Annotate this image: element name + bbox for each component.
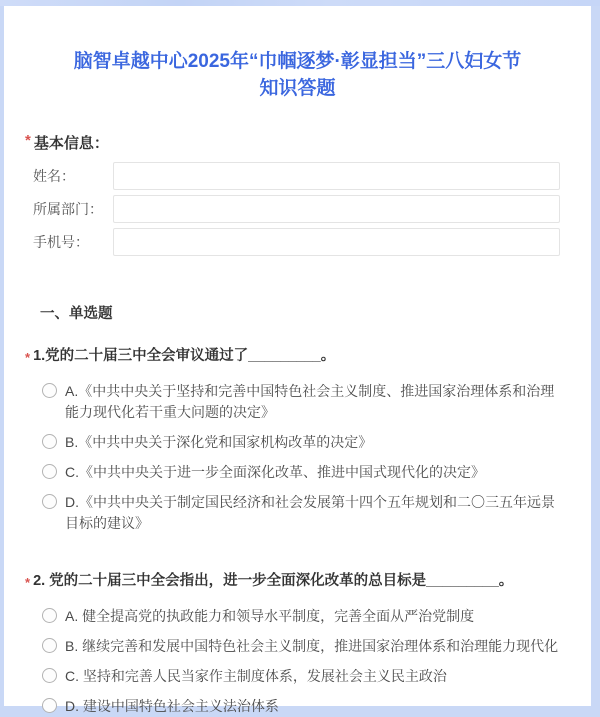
- question-1-options: [42, 381, 561, 534]
- radio-button-icon[interactable]: [42, 668, 57, 683]
- department-input[interactable]: [113, 195, 560, 223]
- option-label: D. 建设中国特色社会主义法治体系: [65, 698, 279, 714]
- question-1-option-a[interactable]: [42, 381, 561, 423]
- option-label: C. 坚持和完善人民当家作主制度体系，发展社会主义民主政治: [65, 668, 447, 684]
- question-2-option-c[interactable]: [42, 666, 561, 687]
- required-asterisk: *: [25, 350, 31, 365]
- question-2-option-d[interactable]: [42, 696, 561, 717]
- option-label: B.《中共中央关于深化党和国家机构改革的决定》: [65, 434, 373, 450]
- question-1-option-b[interactable]: [42, 432, 561, 453]
- radio-button-icon[interactable]: [42, 464, 57, 479]
- phone-field-label: 手机号：: [33, 234, 89, 250]
- option-label: D.《中共中央关于制定国民经济和社会发展第十四个五年规划和二〇三五年远景目标的建议》: [65, 494, 555, 531]
- radio-button-icon[interactable]: [42, 638, 57, 653]
- question-1-text: 1.党的二十届三中全会审议通过了_________。: [33, 348, 336, 364]
- name-field-label: 姓名：: [33, 168, 75, 184]
- radio-button-icon[interactable]: [42, 383, 57, 398]
- question-2-options: [42, 606, 561, 717]
- radio-button-icon[interactable]: [42, 608, 57, 623]
- question-2-option-b[interactable]: [42, 636, 561, 657]
- name-input[interactable]: [113, 162, 560, 190]
- phone-input[interactable]: [113, 228, 560, 256]
- question-2: [25, 572, 561, 717]
- radio-button-icon[interactable]: [42, 494, 57, 509]
- required-asterisk: *: [25, 575, 31, 590]
- option-label: B. 继续完善和发展中国特色社会主义制度，推进国家治理体系和治理能力现代化: [65, 638, 559, 654]
- question-1-option-d[interactable]: [42, 492, 561, 534]
- question-2-option-a[interactable]: [42, 606, 561, 627]
- department-field-label: 所属部门：: [33, 201, 103, 217]
- question-1-title: [25, 347, 561, 367]
- question-1: [25, 347, 561, 534]
- radio-button-icon[interactable]: [42, 434, 57, 449]
- basic-info-heading-label: 基本信息：: [33, 135, 109, 152]
- section-heading-single-choice: 一、单选题: [40, 306, 113, 322]
- required-asterisk: *: [25, 132, 31, 149]
- question-2-text: 2. 党的二十届三中全会指出，进一步全面深化改革的总目标是_________。: [33, 573, 514, 589]
- page-title: 脑智卓越中心2025年“巾帼逐梦·彰显担当”三八妇女节知识答题: [73, 51, 522, 99]
- option-label: A.《中共中央关于坚持和完善中国特色社会主义制度、推进国家治理体系和治理能力现代化若干重大问题的决定》: [65, 383, 555, 420]
- question-2-title: [25, 572, 561, 592]
- question-1-option-c[interactable]: [42, 462, 561, 483]
- basic-info-heading: [25, 132, 561, 153]
- name-field-row: [33, 162, 560, 190]
- basic-info-fields: [4, 162, 591, 256]
- option-label: C.《中共中央关于进一步全面深化改革、推进中国式现代化的决定》: [65, 464, 485, 480]
- department-field-row: [33, 195, 560, 223]
- option-label: A. 健全提高党的执政能力和领导水平制度，完善全面从严治党制度: [65, 608, 475, 624]
- form-card: [4, 6, 591, 714]
- phone-field-row: [33, 228, 560, 256]
